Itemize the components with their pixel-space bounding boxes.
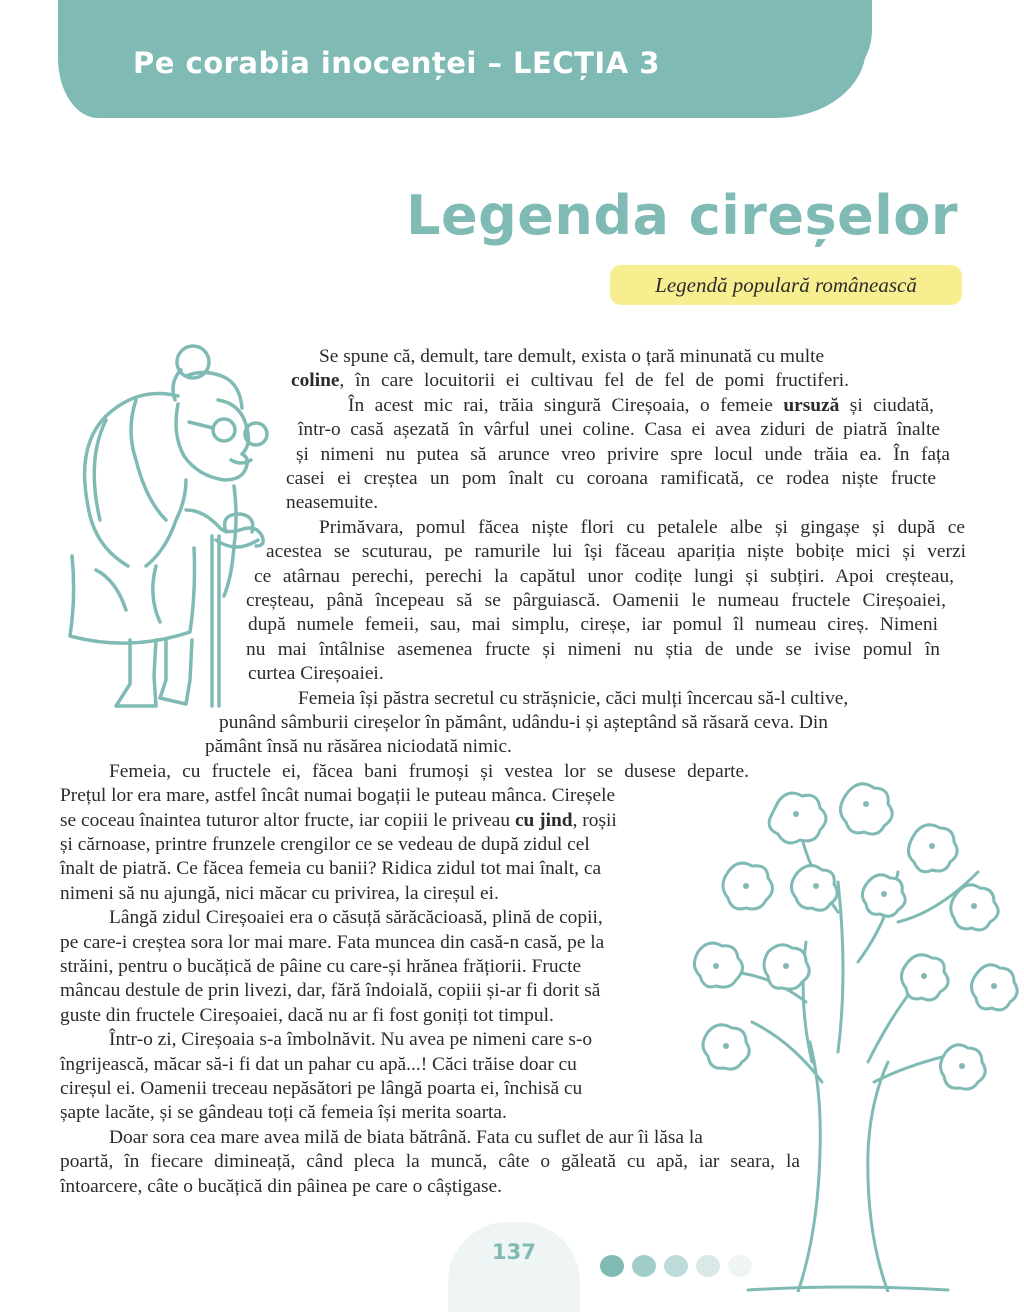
story-line: [60, 955, 581, 979]
story-line: [246, 638, 940, 662]
story-line: [60, 979, 600, 1003]
story-line: [109, 1028, 592, 1052]
story-line: [296, 443, 950, 467]
text-run: ce atârnau perechi, perechi la capătul unor codițe lungi și subțiri. Apoi creșteau,: [254, 565, 954, 587]
story-line: [60, 1004, 554, 1028]
story-line: [266, 540, 966, 564]
story-line: [219, 711, 828, 735]
story-line: [298, 687, 848, 711]
text-run: poartă, în fiecare dimineață, când pleca la muncă, câte o găleată cu apă, iar seara, la: [60, 1151, 800, 1173]
story-line: [109, 906, 603, 930]
cherry-tree-icon: [688, 762, 1024, 1292]
story-line: [60, 857, 601, 881]
text-run: șapte lacăte, și se gândeau toți că femeia își merita soarta.: [60, 1102, 507, 1124]
story-line: [109, 1126, 703, 1150]
text-run: Se spune că, demult, tare demult, exista o țară minunată cu multe: [319, 346, 825, 367]
story-line: [60, 784, 615, 808]
story-line: [246, 589, 946, 613]
story-line: [291, 369, 849, 393]
text-run: pământ însă nu răsărea niciodată nimic.: [205, 736, 512, 758]
story-line: [60, 1077, 582, 1101]
story-line: [298, 418, 940, 442]
text-run: punând sâmburii cireșelor în pământ, udându-i și așteptând să răsară ceva. Din: [219, 712, 828, 733]
text-run: Lângă zidul Cireșoaiei era o căsuță sărăcăcioasă, plină de copii,: [109, 907, 603, 929]
page-dot: [632, 1255, 656, 1277]
text-run: curtea Cireșoaiei.: [248, 663, 384, 685]
story-line: [60, 1150, 800, 1174]
text-run: , în care locuitorii ei cultivau fel de fel de pomi fructiferi.: [339, 370, 849, 392]
page-dot: [600, 1255, 624, 1277]
story-line: [60, 1101, 507, 1125]
text-run: nimeni să nu ajungă, nici măcar cu privirea, la cireșul ei.: [60, 882, 499, 904]
text-run: Femeia, cu fructele ei, făcea bani frumoși și vestea lor se dusese departe.: [109, 760, 749, 782]
story-line: [60, 833, 590, 857]
key-word: ursuză: [783, 394, 840, 416]
story-line: [60, 931, 604, 955]
text-run: după numele femeii, sau, mai simplu, cireșe, iar pomul îl numeau cireș. Nimeni: [248, 614, 938, 636]
text-run: întoarcere, câte o bucățică din pâinea pe care o câștigase.: [60, 1175, 502, 1197]
text-run: înalt de piatră. Ce făcea femeia cu banii? Ridica zidul tot mai înalt, ca: [60, 858, 602, 880]
story-line: [248, 662, 384, 686]
text-run: străini, pentru o bucățică de pâine cu care-și hrănea frățiorii. Fructe: [60, 956, 582, 977]
text-run: îngrijească, măcar să-i fi dat un pahar cu apă...! Căci trăise doar cu: [60, 1053, 577, 1075]
text-run: într-o casă așezată în vârful unei coline. Casa ei avea ziduri de piatră înalte: [298, 419, 940, 441]
text-run: casei ei creștea un pom înalt cu coroana ramificată, ce rodea niște fructe: [286, 468, 936, 489]
text-run: guste din fructele Cireșoaiei, dacă nu ar fi fost goniți tot timpul.: [60, 1004, 554, 1026]
text-run: Prețul lor era mare, astfel încât numai bogații le puteau mânca. Cireșele: [60, 785, 616, 807]
story-line: [60, 1175, 502, 1199]
text-run: Doar sora cea mare avea milă de biata bătrână. Fata cu suflet de aur îi lăsa la: [109, 1126, 703, 1148]
text-run: și nimeni nu putea să arunce vreo privire spre locul unde trăia ea. În fața: [296, 443, 950, 465]
story-line: [205, 735, 512, 759]
text-run: se coceau înaintea tuturor altor fructe, iar copiii le priveau: [60, 809, 515, 831]
text-run: neasemuite.: [286, 492, 379, 514]
text-run: acestea se scuturau, pe ramurile lui își făceau apariția niște bobițe mici și verzi: [266, 541, 966, 563]
story-line: [254, 565, 954, 589]
page-dots: [600, 1255, 752, 1277]
text-run: Femeia își păstra secretul cu strășnicie, căci mulți încercau să-l cultive,: [298, 687, 849, 709]
story-line: [319, 516, 965, 540]
text-run: și cărnoase, printre frunzele crengilor ce se vedeau de după zidul cel: [60, 834, 590, 855]
story-line: [319, 345, 824, 369]
story-line: [109, 760, 749, 784]
story-line: [60, 882, 499, 906]
text-run: creșteau, până începeau să se pârguiască. Oamenii le numeau fructele Cireșoaiei,: [246, 590, 946, 611]
story-line: [348, 394, 934, 418]
lesson-heading: Pe corabia inocenței – LECȚIA 3: [133, 46, 660, 80]
page-dot: [728, 1255, 752, 1277]
story-line: [248, 613, 938, 637]
text-run: Primăvara, pomul făcea niște flori cu petalele albe și gingașe și după ce: [319, 516, 965, 538]
text-run: pe care-i creștea sora lor mai mare. Fata muncea din casă-n casă, pe la: [60, 931, 605, 953]
page-dot: [696, 1255, 720, 1277]
story-line: [286, 467, 936, 491]
story-line: [286, 491, 378, 515]
key-word: coline: [291, 370, 340, 392]
page-dot: [664, 1255, 688, 1277]
story-line: [60, 1053, 577, 1077]
text-run: Într-o zi, Cireșoaia s-a îmbolnăvit. Nu avea pe nimeni care s-o: [109, 1029, 593, 1051]
text-run: și ciudată,: [839, 394, 934, 416]
story-line: [60, 809, 617, 833]
page-title: Legenda cireșelor: [406, 184, 958, 247]
text-run: nu mai întâlnise asemenea fructe și nimeni nu știa de unde se ivise pomul în: [246, 638, 940, 660]
key-word: cu jind: [514, 809, 573, 831]
text-run: , roșii: [572, 809, 617, 831]
text-run: În acest mic rai, trăia singură Cireșoaia, o femeie: [348, 394, 784, 416]
text-run: mâncau destule de prin livezi, dar, fără îndoială, copiii și-ar fi dorit să: [60, 980, 601, 1002]
text-run: cireșul ei. Oamenii treceau nepăsători pe lângă poarta ei, închisă cu: [60, 1078, 583, 1099]
page-number: 137: [492, 1240, 536, 1264]
genre-label: Legendă populară românească: [610, 265, 962, 305]
